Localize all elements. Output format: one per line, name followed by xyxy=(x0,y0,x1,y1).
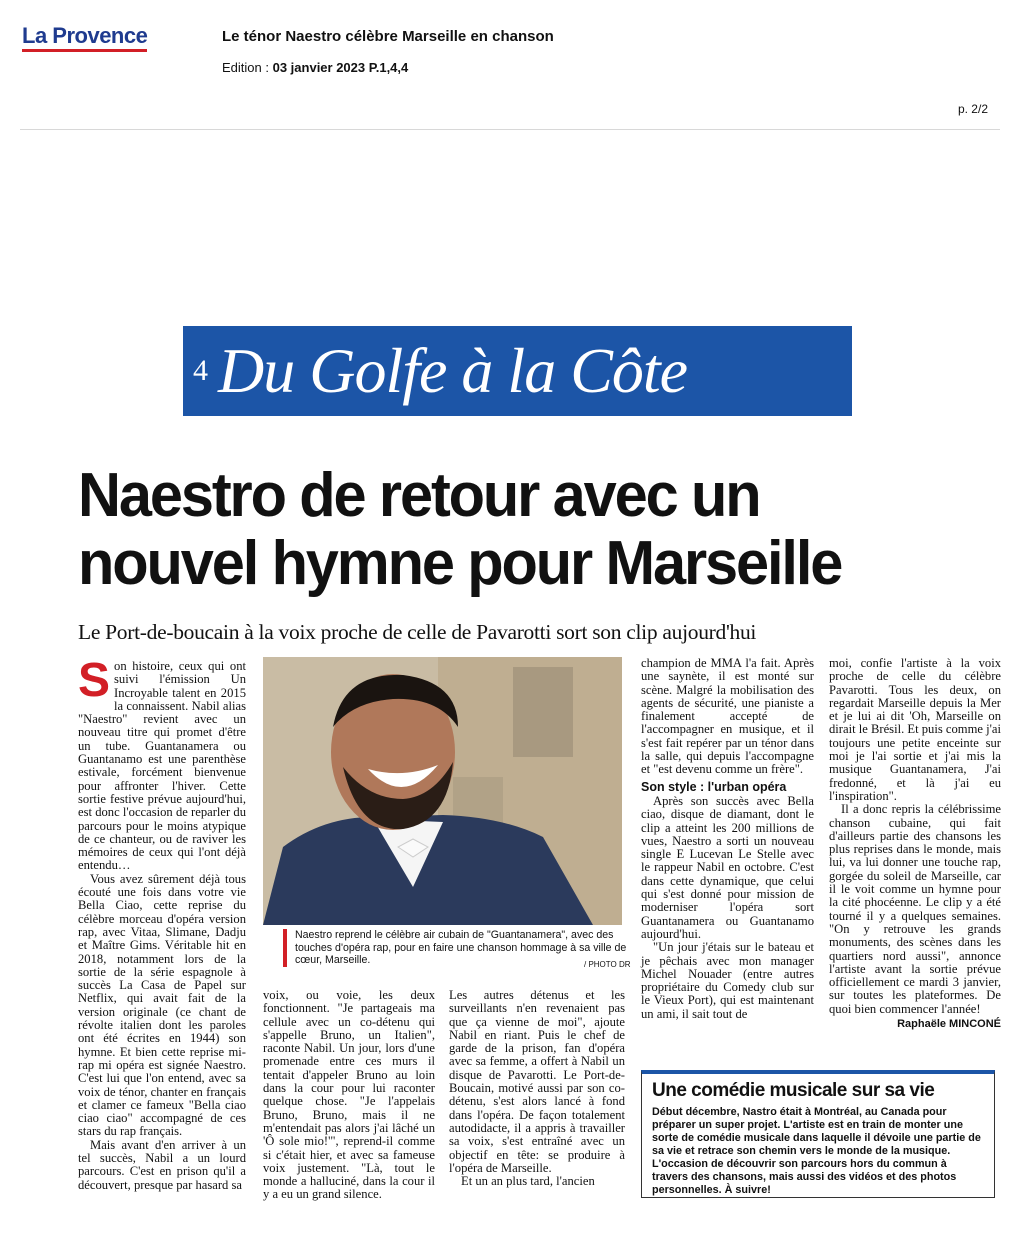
sidebar-box-title: Une comédie musicale sur sa vie xyxy=(652,1080,935,1101)
page-number: p. 2/2 xyxy=(957,102,988,116)
photo-credit: / PHOTO DR xyxy=(584,960,631,969)
section-title: Du Golfe à la Côte xyxy=(218,335,688,406)
article-column-5 xyxy=(829,657,1001,1031)
article-column-1 xyxy=(78,654,246,1192)
article-column-4 xyxy=(641,657,814,1021)
column-4-paragraph-2: Après son succès avec Bella ciao, disque de diamant, dont le clip a atteint les 200 millions de vues, Naestro a sorti un nouveau single E Lucevan Le Stelle avec le rappeur Nabil en octobre. C'est dans cette dynamique, que celui qui s'est donné pour mission de moderniser l'opéra sort Guantanamera ou Guantanamo aujourd'hui. xyxy=(641,793,814,941)
article-column-2 xyxy=(263,989,435,1202)
sidebar-box-text: Début décembre, Nastro était à Montréal, au Canada pour préparer un super projet. L'artiste est en train de monter une sorte de comédie musicale dans laquelle il dévoile une partie de sa vie et retrace son chemin vers le monde de la musique. L'occasion de découvrir son parcours hors du commun à travers des chansons, mais aussi des vidéos et des photos personnelles. À suivre! xyxy=(652,1106,981,1196)
column-1-paragraph-2: Vous avez sûrement déjà tous écouté une fois dans votre vie Bella Ciao, cette reprise du célèbre morceau d'opéra version rap, avec Vitaa, Slimane, Dadju et Maître Gims. Véritable hit en 2018, notamment lors de la sortie de la série espagnole à succès La Casa de Papel sur Netflix, qui avait fait de la version originale (ce chant de révolte italien dont les paroles ont été écrites en 1944) son hymne. Et bien cette reprise mi-rap mi opéra est signée Naestro. C'est lui que l'on entend, avec sa voix de ténor, chanter en français et clamer ce fameux "Bella ciao ciao ciao" accompagné de ces stars du rap français. xyxy=(78,871,246,1139)
newspaper-logo: La Provence xyxy=(22,24,147,52)
column-5-paragraph-2: Il a donc repris la célébrissime chanson cubaine, qui fait d'ailleurs partie des chansons les plus reprises dans le monde, mais lui, va lui donner une touche rap, gorgée du soleil de Marseille, car il le voit comme un hymne pour la cité phocéenne. Le clip y a été tourné il y a quelques semaines. "On y retrouve les grands monuments, des scènes dans les quartiers nord aussi", annonce l'artiste avant la sortie prévue officiellement ce mardi 3 janvier, sur toutes les plateformes. De quoi bien commencer l'année! xyxy=(829,802,1001,1016)
column-5-paragraph-1: moi, confie l'artiste à la voix proche de celle du célèbre Pavarotti. Tous les deux, on regardait Marseille depuis la Mer et je lui ai dit 'Oh, Marseille on dirait le Brésil. Et puis comme j'ai toujours une petite enceinte sur moi je l'ai sortie et j'ai mis la musique Guantanamera, J'ai fredonné, et là j'ai eu l'inspiration". xyxy=(829,656,1001,803)
author-signature: Raphaële MINCONÉ xyxy=(897,1018,1001,1031)
column-4-subheading: Son style : l'urban opéra xyxy=(641,779,787,794)
column-1-paragraph-3: Mais avant d'en arriver à un tel succès, Nabil a un lourd parcours. C'est en prison qu'il a découvert, presque par hasard sa xyxy=(78,1137,246,1192)
portrait-illustration xyxy=(263,657,622,925)
column-4-paragraph-1: champion de MMA l'a fait. Après une saynète, il est monté sur scène. Malgré la mobilisation des agents de sécurité, une pianiste a finalement accepté de l'accompagner en musique, et il s'est fait repérer par un ténor dans la salle, qui depuis l'accompagne et "est devenu comme un frère". xyxy=(641,656,814,777)
headline-line-1: Naestro de retour avec un xyxy=(78,461,760,530)
article-photo xyxy=(263,657,622,925)
article-column-3 xyxy=(449,989,625,1188)
column-2-paragraph: voix, ou voie, les deux fonctionnent. "Je partageais ma cellule avec un co-détenu qui s'appelle Bruno, un Italien", raconte Nabil. Un jour, lors d'une promenade entre ces murs il tentait d'appeler Bruno au loin dans la cour pour lui raconter quelque chose. "Je l'appelais Bruno, Bruno, mais il ne m'entendait pas alors j'ai lâché un 'Ô sole mio!'", reprend-il comme si c'était hier, et avec sa fameuse voix justement. "Là, tout le monde a halluciné, dans la cour il y a eu un grand silence. xyxy=(263,988,435,1202)
article-subhead: Le Port-de-boucain à la voix proche de celle de Pavarotti sort son clip aujourd'hui xyxy=(78,620,757,644)
photo-caption: Naestro reprend le célèbre air cubain de "Guantanamera", avec des touches d'opéra rap, pour en faire une chanson hommage à sa ville de cœur, Marseille. xyxy=(283,929,634,967)
document-title: Le ténor Naestro célèbre Marseille en chanson xyxy=(222,28,554,45)
section-banner xyxy=(183,326,852,416)
drop-cap: S xyxy=(78,654,111,707)
edition-info xyxy=(222,60,408,75)
column-3-paragraph-2: Et un an plus tard, l'ancien xyxy=(461,1174,595,1189)
sidebar-box xyxy=(641,1070,995,1198)
column-1-paragraph-1: on histoire, ceux qui ont suivi l'émission Un Incroyable talent en 2015 la connaissent. Nabil alias "Naestro" revient avec un nouveau titre qui promet d'être un tube. Guantanamera ou Guantanamo est une parenthèse estivale, forcément bienvenue pour affronter l'hiver. Cette sortie festive prévue aujourd'hui, est donc l'occasion de reparler du parcours pour le moins atypique de ce chanteur, ou de raviver les mémoires de ceux qui l'ont déjà entendu… xyxy=(78,659,246,873)
edition-value: 03 janvier 2023 P.1,4,4 xyxy=(272,60,409,75)
edition-label: Edition : xyxy=(222,60,269,75)
headline-line-2: nouvel hymne pour Marseille xyxy=(78,529,842,598)
header-divider xyxy=(20,129,1000,130)
article-headline xyxy=(78,462,942,598)
column-3-paragraph-1: Les autres détenus et les surveillants n'en revenaient pas que ça vienne de moi", ajoute Nabil en riant. Puis le chef de garde de la prison, fan d'opéra avec sa femme, a offert à Nabil un disque de Pavarotti. Le Port-de-Boucain, motivé aussi par son co-détenu, s'est alors lancé à fond dans l'opéra. De façon totalement autodidacte, il a appris à travailler sa voix, s'est entraîné avec un objectif en tête: se produire à l'opéra de Marseille. xyxy=(449,988,625,1175)
column-4-paragraph-3: "Un jour j'étais sur le bateau et je pêchais avec mon manager Michel Nouader (entre autres propriétaire du Comedy club sur le Vieux Port), qui est maintenant un ami, il sait tout de xyxy=(641,940,814,1021)
section-number: 4 xyxy=(193,354,208,387)
